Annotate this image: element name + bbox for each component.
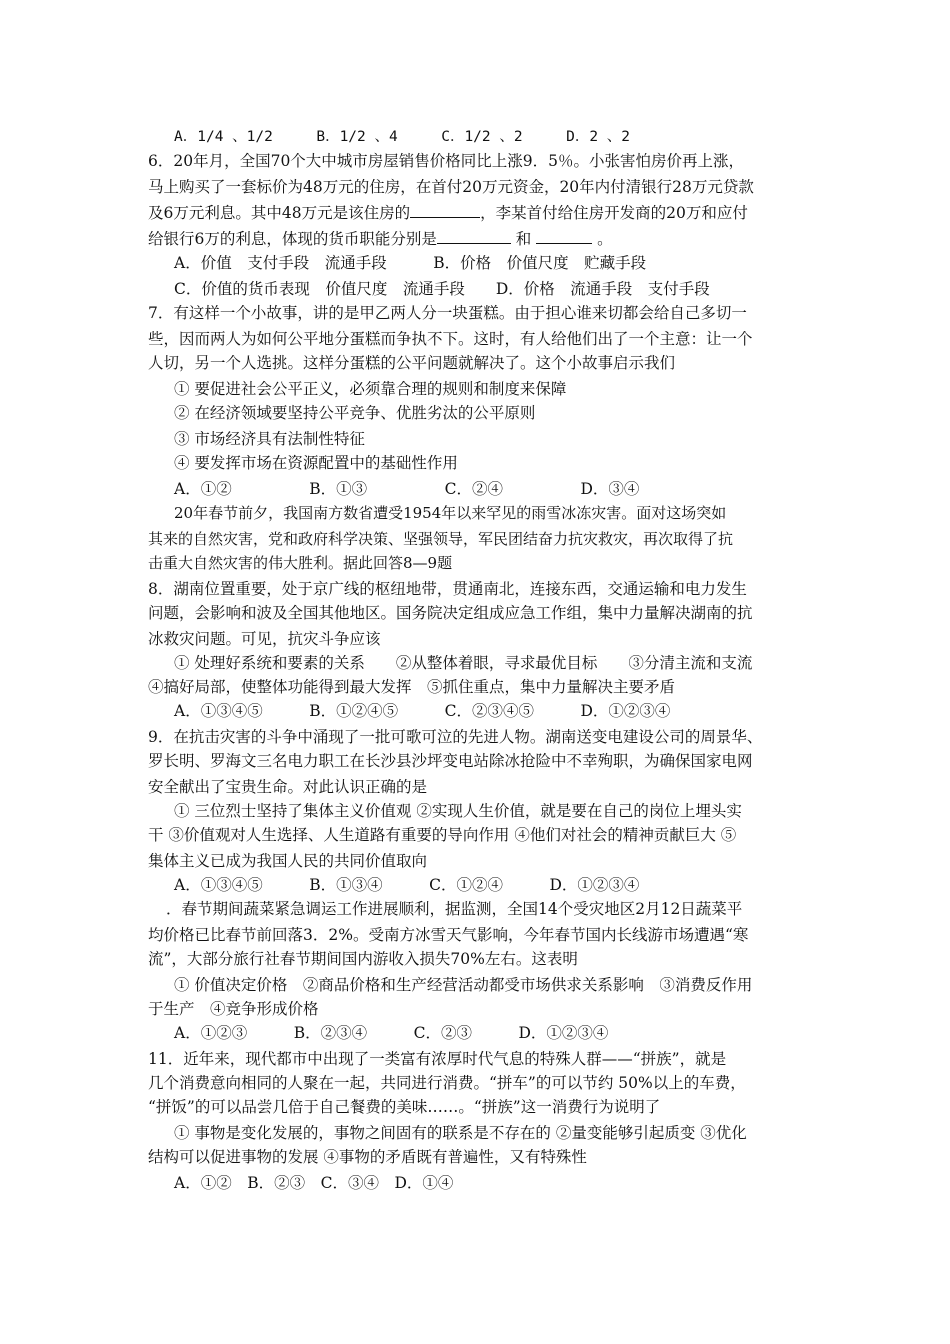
q8-stem-line-1: 8．湖南位置重要，处于京广线的枢纽地带，贯通南北，连接东西，交通运输和电力发生 — [148, 580, 747, 598]
q9-stem-line-1: 9．在抗击灾害的斗争中涌现了一批可歌可泣的先进人物。湖南送变电建设公司的周景华、 — [148, 728, 763, 746]
q8-statement-line-1: ① 处理好系统和要素的关系 ②从整体着眼，寻求最优目标 ③分清主流和支流 — [174, 654, 753, 672]
q7-statement-3: ③ 市场经济具有法制性特征 — [174, 430, 365, 448]
q10-options: A．①②③ B．②③④ C．②③ D．①②③④ — [174, 1024, 609, 1042]
q9-stem-line-2: 罗长明、罗海文三名电力职工在长沙县沙坪变电站除冰抢险中不幸殉职，为确保国家电网 — [148, 752, 753, 770]
q7-statement-2: ② 在经济领域要坚持公平竞争、优胜劣汰的公平原则 — [174, 404, 536, 422]
q6-stem-line-2: 马上购买了一套标价为48万元的住房，在首付20万元资金，20年内付清银行28万元贷款 — [148, 178, 754, 196]
q11-options: A．①② B．②③ C．③④ D．①④ — [174, 1174, 454, 1192]
q8-statement-line-2: ④搞好局部，使整体功能得到最大发挥 ⑤抓住重点，集中力量解决主要矛盾 — [148, 678, 676, 696]
q8-stem-line-3: 冰救灾问题。可见，抗灾斗争应该 — [148, 630, 381, 648]
q7-stem-line-2: 些，因而两人为如何公平地分蛋糕而争执不下。这时，有人给他们出了一个主意：让一个 — [148, 330, 753, 348]
q6-stem-line-1: 6．20年月，全国70个大中城市房屋销售价格同比上涨9．5％。小张害怕房价再上涨， — [148, 152, 745, 170]
q6-options-cd: C．价值的货币表现 价值尺度 流通手段 D．价格 流通手段 支付手段 — [174, 280, 710, 298]
q6-stem-line-3-text: 及6万元利息。其中48万元是该住房的 — [148, 204, 411, 222]
q6-options-ab: A．价值 支付手段 流通手段 B．价格 价值尺度 贮藏手段 — [174, 254, 647, 272]
q10-statement-line-1: ① 价值决定价格 ②商品价格和生产经营活动都受市场供求关系影响 ③消费反作用 — [174, 976, 753, 994]
q6-blank-1 — [410, 203, 480, 218]
q6-stem-line-3 — [148, 202, 748, 224]
q10-stem-line-1: ．春节期间蔬菜紧急调运工作进展顺利，据监测，全国14个受灾地区2月12日蔬菜平 — [166, 900, 743, 918]
q7-stem-line-3: 人切，另一个人选挑。这样分蛋糕的公平问题就解决了。这个小故事启示我们 — [148, 354, 676, 372]
q7-stem-line-1: 7．有这样一个小故事，讲的是甲乙两人分一块蛋糕。由于担心谁来切都会给自己多切一 — [148, 304, 747, 322]
intro-line-3: 击重大自然灾害的伟大胜利。据此回答8—9题 — [148, 554, 453, 572]
q11-stem-line-2: 几个消费意向相同的人聚在一起，共同进行消费。“拼车”的可以节约 50%以上的车费， — [148, 1074, 746, 1092]
q6-stem-line-3-tail: ，李某首付给住房开发商的20万和应付 — [480, 204, 748, 222]
q11-stem-line-3: “拼饭”的可以品尝几倍于自己餐费的美味……。“拼族”这一消费行为说明了 — [148, 1098, 661, 1116]
q6-stem-line-4-end: 。 — [592, 230, 613, 248]
intro-line-2: 其来的自然灾害，党和政府科学决策、坚强领导，军民团结奋力抗灾救灾，再次取得了抗 — [148, 530, 734, 548]
q9-statement-line-2: 干 ③价值观对人生选择、人生道路有重要的导向作用 ④他们对社会的精神贡献巨大 ⑤ — [148, 826, 737, 844]
q9-statement-line-3: 集体主义已成为我国人民的共同价值取向 — [148, 852, 428, 870]
q6-blank-2 — [437, 229, 511, 244]
q6-blank-3 — [536, 229, 592, 244]
q6-stem-line-4-and: 和 — [510, 230, 537, 248]
q11-statement-line-2: 结构可以促进事物的发展 ④事物的矛盾既有普遍性，又有特殊性 — [148, 1148, 587, 1166]
q11-stem-line-1: 11．近年来，现代都市中出现了一类富有浓厚时代气息的特殊人群——“拼族”，就是 — [148, 1050, 727, 1068]
q10-statement-line-2: 于生产 ④竞争形成价格 — [148, 1000, 319, 1018]
q9-statement-line-1: ① 三位烈士坚持了集体主义价值观 ②实现人生价值，就是要在自己的岗位上埋头实 — [174, 802, 742, 820]
intro-line-1: 20年春节前夕，我国南方数省遭受1954年以来罕见的雨雪冰冻灾害。面对这场突如 — [174, 504, 727, 522]
q8-stem-line-2: 问题，会影响和波及全国其他地区。国务院决定组成应急工作组，集中力量解决湖南的抗 — [148, 604, 753, 622]
q9-options: A．①③④⑤ B．①③④ C．①②④ D．①②③④ — [174, 876, 640, 894]
q9-stem-line-3: 安全献出了宝贵生命。对此认识正确的是 — [148, 778, 428, 796]
q8-options: A．①③④⑤ B．①②④⑤ C．②③④⑤ D．①②③④ — [174, 702, 671, 720]
q7-statement-4: ④ 要发挥市场在资源配置中的基础性作用 — [174, 454, 458, 472]
q7-options: A．①② B．①③ C．②④ D．③④ — [174, 480, 640, 498]
q5-options: A．1/4 、1/2 B．1/2 、4 C．1/2 、2 D．2 、2 — [174, 129, 631, 145]
q6-stem-line-4-text: 给银行6万的利息，体现的货币职能分别是 — [148, 230, 437, 248]
q11-statement-line-1: ① 事物是变化发展的，事物之间固有的联系是不存在的 ②量变能够引起质变 ③优化 — [174, 1124, 747, 1142]
q10-stem-line-3: 流”，大部分旅行社春节期间国内游收入损失70%左右。这表明 — [148, 950, 578, 968]
q6-stem-line-4 — [148, 228, 613, 250]
q7-statement-1: ① 要促进社会公平正义，必须靠合理的规则和制度来保障 — [174, 380, 567, 398]
q10-stem-line-2: 均价格已比春节前回落3．2%。受南方冰雪天气影响，今年春节国内长线游市场遭遇“寒 — [148, 926, 749, 944]
